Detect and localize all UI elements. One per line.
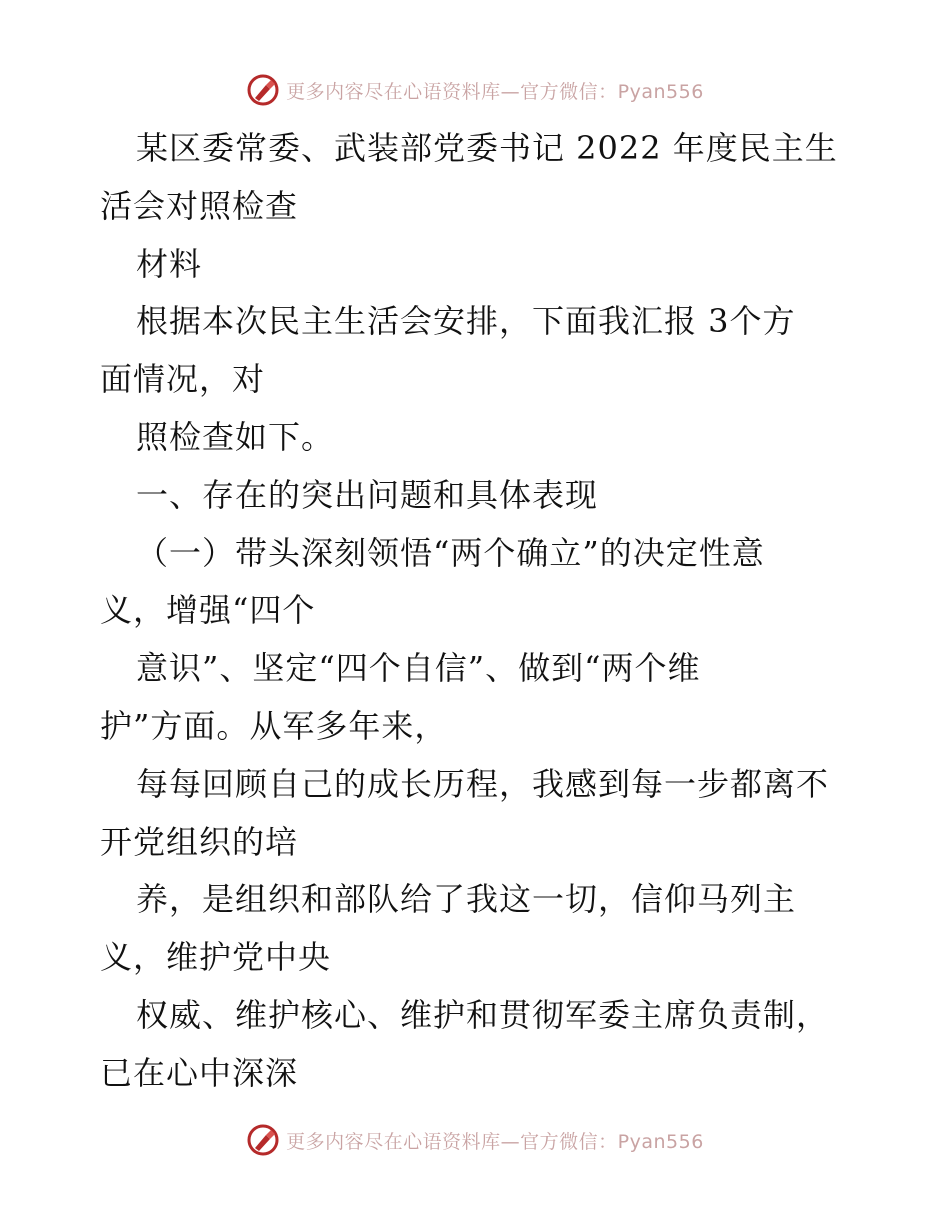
subsection-heading: （一）带头深刻领悟“两个确立”的决定性意 bbox=[136, 533, 765, 572]
paragraph-line: 照检查如下。 bbox=[136, 417, 335, 456]
paragraph-line: 开党组织的培 bbox=[100, 822, 299, 861]
doc-title-line-2: 活会对照检查 bbox=[100, 186, 299, 225]
paragraph-line: 已在心中深深 bbox=[100, 1053, 299, 1092]
paragraph-line: 养，是组织和部队给了我这一切，信仰马列主 bbox=[136, 880, 797, 919]
paragraph-line: 权威、维护核心、维护和贯彻军委主席负责制， bbox=[136, 995, 830, 1034]
watermark-text: 更多内容尽在心语资料库—官方微信：Pyan556 bbox=[286, 80, 704, 103]
paragraph-line: 义，增强“四个 bbox=[100, 591, 316, 630]
doc-title-line-3: 材料 bbox=[136, 244, 203, 283]
paragraph-line: 根据本次民主生活会安排，下面我汇报 3个方 bbox=[136, 302, 796, 341]
section-heading: 一、存在的突出问题和具体表现 bbox=[136, 475, 599, 514]
pen-nib-circle-icon bbox=[246, 73, 280, 107]
paragraph-line: 面情况，对 bbox=[100, 360, 266, 399]
paragraph-line: 义，维护党中央 bbox=[100, 938, 332, 977]
paragraph-line: 每每回顾自己的成长历程，我感到每一步都离不 bbox=[136, 764, 830, 803]
paragraph-line: 护”方面。从军多年来， bbox=[100, 706, 448, 745]
watermark-text: 更多内容尽在心语资料库—官方微信：Pyan556 bbox=[286, 1130, 704, 1153]
paragraph-line: 意识”、坚定“四个自信”、做到“两个维 bbox=[136, 649, 701, 688]
doc-title-line-1: 某区委常委、武装部党委书记 2022 年度民主生 bbox=[136, 129, 838, 167]
document-body bbox=[100, 120, 860, 1103]
footer-watermark bbox=[0, 1122, 950, 1158]
header-watermark bbox=[0, 72, 950, 108]
pen-nib-circle-icon bbox=[246, 1123, 280, 1157]
